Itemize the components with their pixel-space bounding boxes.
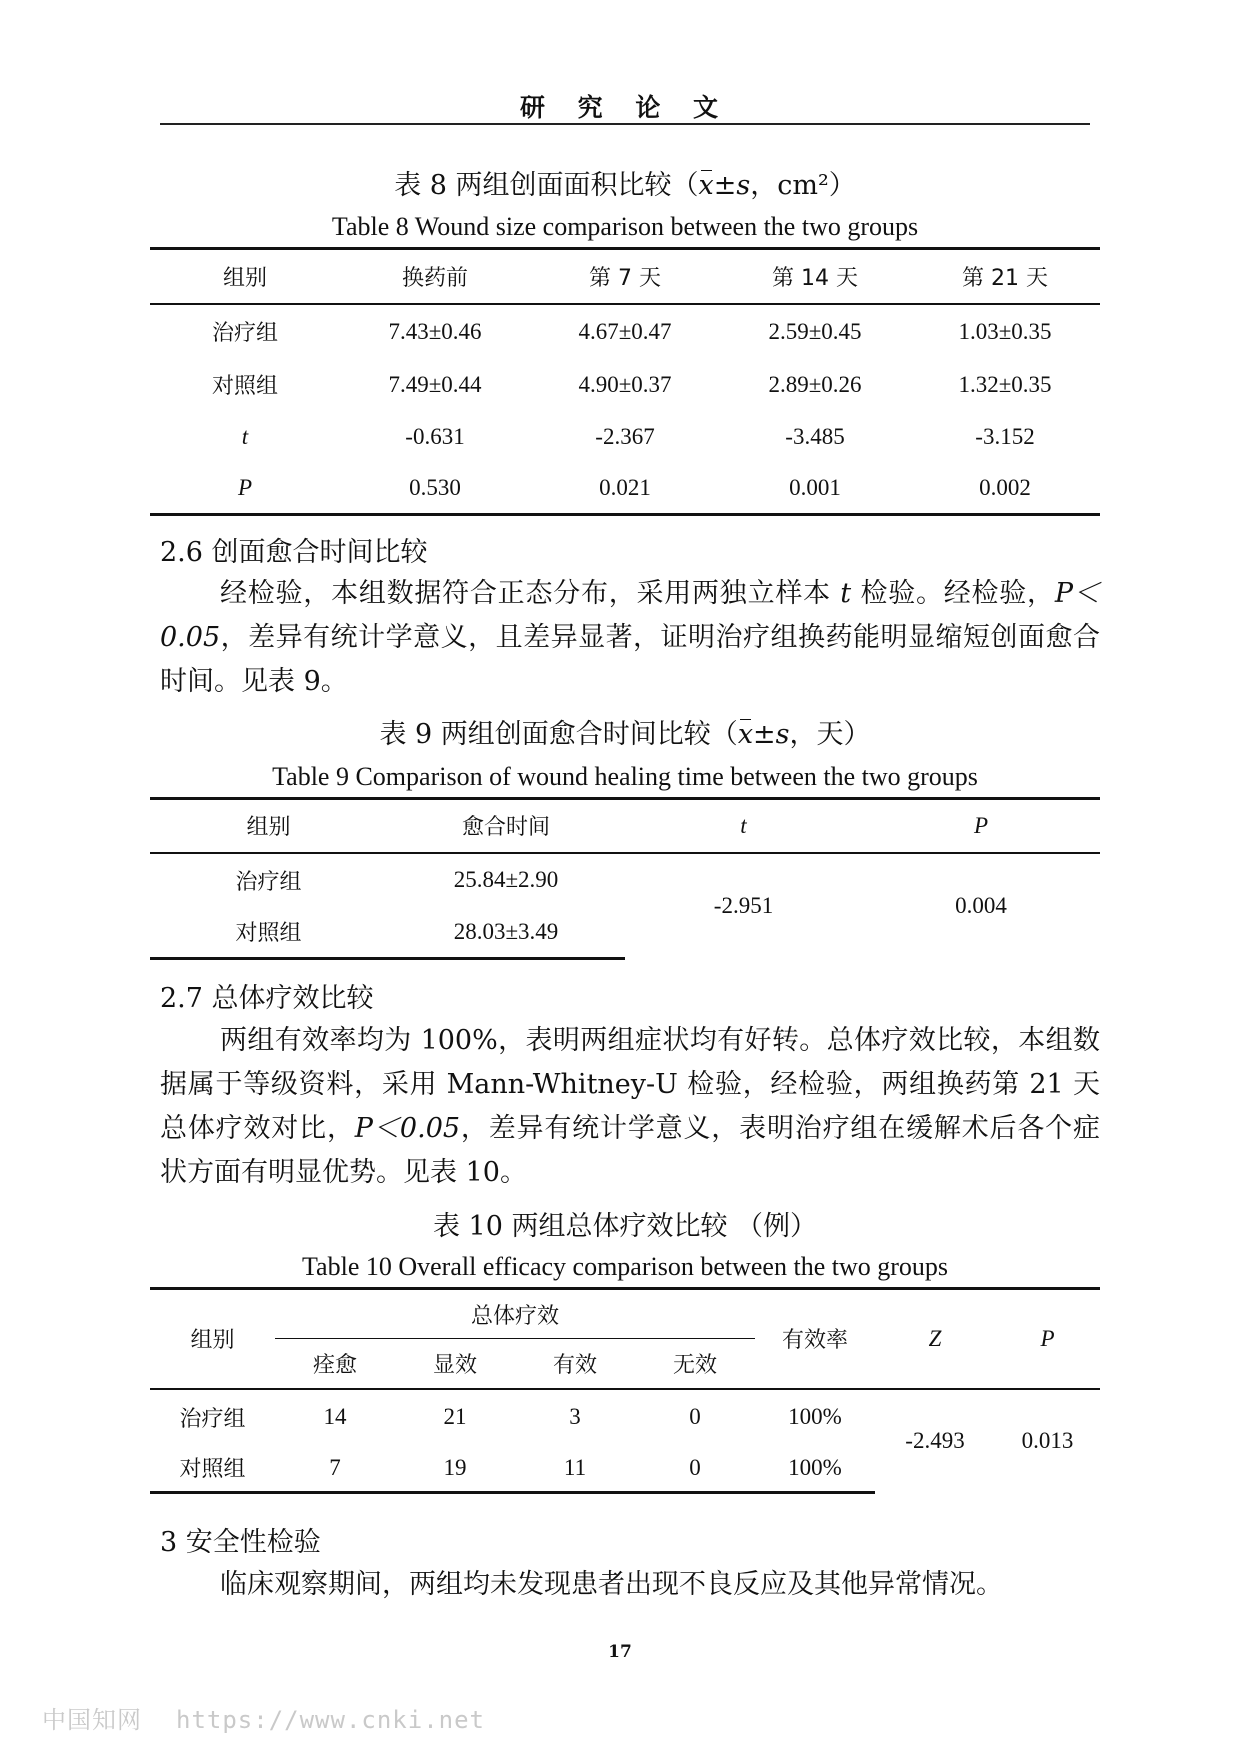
table-row [150,304,1100,359]
table8-cell: 4.67±0.47 [578,318,672,344]
table10-cell: 7 [275,1445,395,1493]
table10-z-value: -2.493 [905,1428,965,1453]
section-2-6-paragraph: 经检验，本组数据符合正态分布，采用两独立样本 t 检验。经检验，P＜0.05，差异有统计学意义，且差异显著，证明治疗组换药能明显缩短创面愈合时间。见表 9。 [160,578,1100,697]
table8-header-day21: 第 21 天 [910,249,1100,304]
table10-cell: 0 [635,1445,755,1493]
running-header: 研 究 论 文 [519,93,731,122]
table9-caption-en: Table 9 Comparison of wound healing time between the two groups [272,762,978,791]
table10-header-z: Z [875,1289,995,1389]
watermark-url: https://www.cnki.net [176,1706,485,1734]
header-rule [160,123,1090,125]
table8-cell: 7.43±0.46 [388,318,482,344]
table8-caption-en: Table 8 Wound size comparison between the two groups [331,212,919,241]
table8-row-label: 治疗组 [211,321,278,346]
table10-row-label: 对照组 [150,1445,275,1493]
table10-caption: 表 10 两组总体疗效比较 （例） [432,1211,818,1242]
table10-header-cured: 痊愈 [275,1339,395,1389]
table10-header-rate: 有效率 [755,1289,875,1389]
table8-cell: 1.03±0.35 [958,318,1052,344]
table8-header-day14: 第 14 天 [720,249,910,304]
table10-caption-en: Table 10 Overall efficacy comparison between the two groups [301,1252,949,1281]
table8-header-day7: 第 7 天 [530,249,720,304]
table8-cell: 4.90±0.37 [578,371,672,397]
table8-cell: -3.485 [785,423,845,449]
table8-cell: 0.530 [340,463,530,515]
table10-cell: 0 [689,1404,701,1429]
table10-cell: 14 [323,1404,347,1429]
section-3-heading: 3 安全性检验 [160,1527,321,1558]
table8-cell: -3.152 [975,423,1035,449]
table8-row-label: P [150,463,340,515]
table8-cell: -2.367 [595,423,655,449]
table9-cell: 25.84±2.90 [453,867,559,892]
table9-p-value: 0.004 [955,893,1007,918]
table-row [150,463,1100,515]
table10-header-efficacy: 总体疗效 [275,1289,755,1339]
table-row [150,1389,1100,1445]
table10-header-ineffective: 无效 [635,1339,755,1389]
section-2-7-paragraph: 两组有效率均为 100%，表明两组症状均有好转。总体疗效比较，本组数据属于等级资料，采用 Mann-Whitney-U 检验，经检验，两组换药第 21 天总体疗效对比，P＜0.05，差异有统计学意义，表明治疗组在缓解术后各个症状方面有明显优势。见表 10。 [160,1025,1101,1188]
table-row [150,853,1100,907]
watermark [42,1700,485,1735]
table10-cell: 21 [443,1404,467,1429]
table8-row-label: t [241,423,249,449]
table8-cell: 2.59±0.45 [768,318,862,344]
table9-t-value: -2.951 [713,893,774,918]
watermark-cnki-text: 中国知网 [42,1706,142,1734]
table9-header-p: P [862,799,1100,853]
table8-header-before: 换药前 [340,249,530,304]
table10-cell: 19 [395,1445,515,1493]
table8-cell: 2.89±0.26 [768,371,862,397]
table10 [150,1287,1100,1494]
table8-cell: 7.49±0.44 [388,371,482,397]
table8-header-group: 组别 [150,249,340,304]
table9 [150,797,1100,960]
section-2-7-heading: 2.7 总体疗效比较 [160,983,374,1014]
table8-cell: -0.631 [405,423,465,449]
table8-cell: 0.021 [530,463,720,515]
table10-header-marked: 显效 [395,1339,515,1389]
table9-header-t: t [625,799,862,853]
table10-header-effective: 有效 [515,1339,635,1389]
table10-row-label: 治疗组 [179,1406,246,1432]
table9-header-time: 愈合时间 [387,799,625,853]
table10-cell: 11 [515,1445,635,1493]
table9-header-group: 组别 [150,799,387,853]
table10-header-p: P [995,1289,1100,1389]
table9-cell: 28.03±3.49 [387,907,625,959]
table8-cell: 1.32±0.35 [958,371,1052,397]
table8 [150,247,1100,516]
table8-cell: 0.002 [910,463,1100,515]
table8-row-label: 对照组 [211,374,278,399]
table10-rate: 100% [788,1404,842,1429]
section-2-6-heading: 2.6 创面愈合时间比较 [160,537,428,568]
table-row [150,359,1100,411]
table10-p-value: 0.013 [1021,1428,1074,1453]
table8-caption: 表 8 两组创面面积比较（x±s，cm²） [394,170,856,201]
table-row [150,411,1100,463]
table10-header-group: 组别 [150,1289,275,1389]
page-number: 17 [608,1642,632,1662]
table10-cell: 3 [569,1404,581,1429]
table9-row-label: 对照组 [150,907,387,959]
section-3-paragraph: 临床观察期间，两组均未发现患者出现不良反应及其他异常情况。 [220,1569,1003,1600]
table8-cell: 0.001 [720,463,910,515]
table10-rate: 100% [755,1445,875,1493]
table9-row-label: 治疗组 [235,869,302,895]
table9-caption: 表 9 两组创面愈合时间比较（x±s，天） [379,719,871,750]
